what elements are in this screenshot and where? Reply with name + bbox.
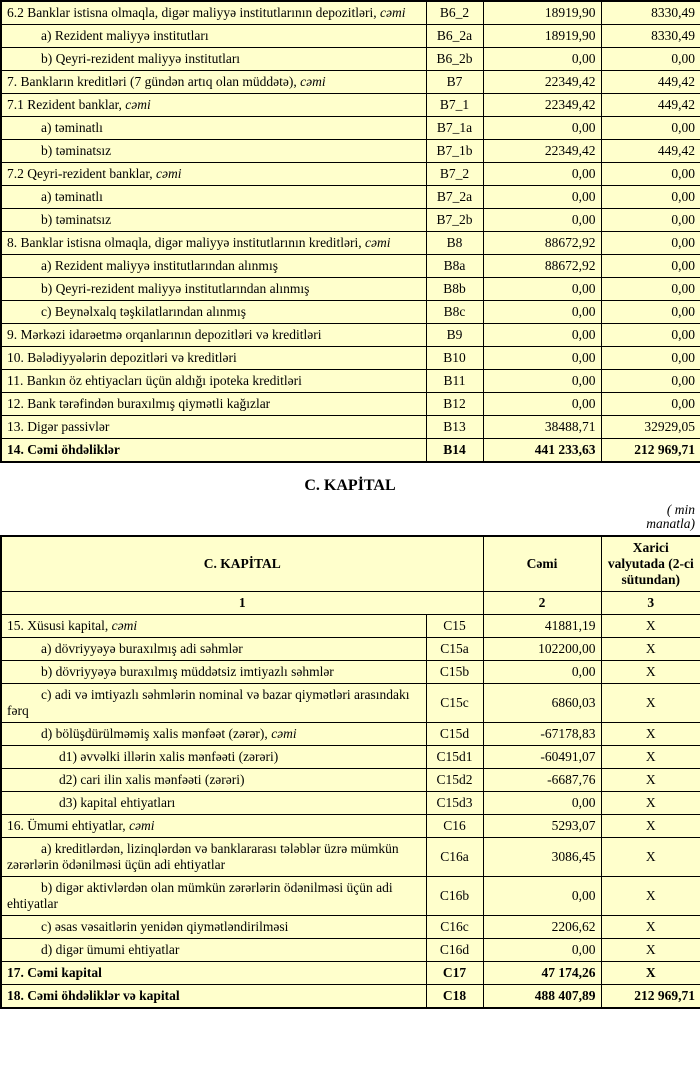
capital-foreign-C16: X <box>601 815 700 838</box>
liabilities-total-B11: 0,00 <box>483 370 601 393</box>
liabilities-table <box>0 0 700 463</box>
liabilities-foreign-B7_1a: 0,00 <box>601 117 700 140</box>
capital-code-C15d: C15d <box>426 723 483 746</box>
liabilities-label-B14: 14. Cəmi öhdəliklər <box>1 439 426 463</box>
capital-code-C18: C18 <box>426 985 483 1009</box>
liabilities-label-B7_1b: b) təminatsız <box>1 140 426 163</box>
capital-row-C15c <box>1 684 700 723</box>
liabilities-foreign-B8c: 0,00 <box>601 301 700 324</box>
capital-code-C15d1: C15d1 <box>426 746 483 769</box>
liabilities-foreign-B7_2b: 0,00 <box>601 209 700 232</box>
liabilities-label-italic-B6_2: cəmi <box>380 5 406 20</box>
liabilities-row-B12 <box>1 393 700 416</box>
liabilities-row-B9 <box>1 324 700 347</box>
liabilities-foreign-B9: 0,00 <box>601 324 700 347</box>
capital-label-C15d1: d1) əvvəlki illərin xalis mənfəəti (zərəri) <box>1 746 426 769</box>
capital-foreign-C16b: X <box>601 877 700 916</box>
capital-total-C15: 41881,19 <box>483 615 601 638</box>
liabilities-row-B7_1 <box>1 94 700 117</box>
liabilities-code-B9: B9 <box>426 324 483 347</box>
capital-table-colnum-row <box>1 592 700 615</box>
liabilities-label-B12: 12. Bank tərəfindən buraxılmış qiymətli kağızlar <box>1 393 426 416</box>
capital-total-C17: 47 174,26 <box>483 962 601 985</box>
liabilities-label-B10: 10. Bələdiyyələrin depozitləri və kreditləri <box>1 347 426 370</box>
capital-row-C17 <box>1 962 700 985</box>
liabilities-foreign-B7: 449,42 <box>601 71 700 94</box>
capital-label-C15: 15. Xüsusi kapital, cəmi <box>1 615 426 638</box>
liabilities-row-B13 <box>1 416 700 439</box>
liabilities-row-B7 <box>1 71 700 94</box>
liabilities-label-B7_2: 7.2 Qeyri-rezident banklar, cəmi <box>1 163 426 186</box>
liabilities-foreign-B12: 0,00 <box>601 393 700 416</box>
liabilities-label-B8: 8. Banklar istisna olmaqla, digər maliyyə institutlarının kreditləri, cəmi <box>1 232 426 255</box>
liabilities-label-B7_2b: b) təminatsız <box>1 209 426 232</box>
capital-foreign-C15d3: X <box>601 792 700 815</box>
capital-label-italic-C16: cəmi <box>129 818 155 833</box>
colnum-2: 2 <box>483 592 601 615</box>
liabilities-label-italic-B8: cəmi <box>365 235 391 250</box>
capital-code-C15d3: C15d3 <box>426 792 483 815</box>
liabilities-row-B7_2a <box>1 186 700 209</box>
liabilities-label-B13: 13. Digər passivlər <box>1 416 426 439</box>
liabilities-row-B7_2b <box>1 209 700 232</box>
capital-row-C15b <box>1 661 700 684</box>
liabilities-code-B10: B10 <box>426 347 483 370</box>
liabilities-foreign-B7_2: 0,00 <box>601 163 700 186</box>
capital-code-C16d: C16d <box>426 939 483 962</box>
capital-total-C16d: 0,00 <box>483 939 601 962</box>
capital-code-C15c: C15c <box>426 684 483 723</box>
liabilities-row-B6_2a <box>1 25 700 48</box>
capital-label-C15c: c) adi və imtiyazlı səhmlərin nominal və bazar qiymətləri arasındakı fərq <box>1 684 426 723</box>
liabilities-code-B13: B13 <box>426 416 483 439</box>
liabilities-total-B8a: 88672,92 <box>483 255 601 278</box>
capital-label-C15d: d) bölüşdürülməmiş xalis mənfəət (zərər), cəmi <box>1 723 426 746</box>
capital-label-C16a: a) kreditlərdən, lizinqlərdən və banklararası tələblər üzrə mümkün zərərlərin ödənilməsi üçün adi ehtiyatlar <box>1 838 426 877</box>
liabilities-foreign-B14: 212 969,71 <box>601 439 700 463</box>
liabilities-row-B8 <box>1 232 700 255</box>
capital-foreign-C16c: X <box>601 916 700 939</box>
capital-foreign-C16a: X <box>601 838 700 877</box>
liabilities-foreign-B7_2a: 0,00 <box>601 186 700 209</box>
liabilities-label-italic-B7: cəmi <box>300 74 326 89</box>
capital-header-foreign: Xarici valyutada (2-ci sütundan) <box>601 536 700 592</box>
liabilities-total-B8b: 0,00 <box>483 278 601 301</box>
liabilities-label-B6_2a: a) Rezident maliyyə institutları <box>1 25 426 48</box>
liabilities-label-B8b: b) Qeyri-rezident maliyyə institutlarından alınmış <box>1 278 426 301</box>
liabilities-total-B7_1a: 0,00 <box>483 117 601 140</box>
liabilities-code-B6_2: B6_2 <box>426 1 483 25</box>
capital-row-C18 <box>1 985 700 1009</box>
liabilities-total-B6_2b: 0,00 <box>483 48 601 71</box>
capital-label-C15d3: d3) kapital ehtiyatları <box>1 792 426 815</box>
colnum-3: 3 <box>601 592 700 615</box>
liabilities-total-B8c: 0,00 <box>483 301 601 324</box>
liabilities-code-B7_2: B7_2 <box>426 163 483 186</box>
liabilities-row-B8b <box>1 278 700 301</box>
capital-code-C16a: C16a <box>426 838 483 877</box>
capital-label-C15b: b) dövriyyəyə buraxılmış müddətsiz imtiyazlı səhmlər <box>1 661 426 684</box>
liabilities-label-italic-B7_2: cəmi <box>156 166 182 181</box>
capital-code-C15b: C15b <box>426 661 483 684</box>
liabilities-total-B8: 88672,92 <box>483 232 601 255</box>
capital-total-C15d: -67178,83 <box>483 723 601 746</box>
liabilities-foreign-B8a: 0,00 <box>601 255 700 278</box>
liabilities-foreign-B7_1b: 449,42 <box>601 140 700 163</box>
capital-total-C15d1: -60491,07 <box>483 746 601 769</box>
liabilities-foreign-B7_1: 449,42 <box>601 94 700 117</box>
liabilities-total-B13: 38488,71 <box>483 416 601 439</box>
capital-row-C15d1 <box>1 746 700 769</box>
liabilities-label-B6_2: 6.2 Banklar istisna olmaqla, digər maliyyə institutlarının depozitləri, cəmi <box>1 1 426 25</box>
capital-row-C15d2 <box>1 769 700 792</box>
liabilities-code-B8: B8 <box>426 232 483 255</box>
liabilities-code-B8c: B8c <box>426 301 483 324</box>
liabilities-total-B10: 0,00 <box>483 347 601 370</box>
liabilities-code-B8a: B8a <box>426 255 483 278</box>
capital-label-C15d2: d2) cari ilin xalis mənfəəti (zərəri) <box>1 769 426 792</box>
capital-total-C16b: 0,00 <box>483 877 601 916</box>
capital-header-total: Cəmi <box>483 536 601 592</box>
capital-label-C16d: d) digər ümumi ehtiyatlar <box>1 939 426 962</box>
liabilities-foreign-B8: 0,00 <box>601 232 700 255</box>
liabilities-row-B11 <box>1 370 700 393</box>
liabilities-label-B7_2a: a) təminatlı <box>1 186 426 209</box>
liabilities-foreign-B8b: 0,00 <box>601 278 700 301</box>
liabilities-label-B6_2b: b) Qeyri-rezident maliyyə institutları <box>1 48 426 71</box>
liabilities-code-B7_1b: B7_1b <box>426 140 483 163</box>
liabilities-total-B7_2b: 0,00 <box>483 209 601 232</box>
capital-row-C15a <box>1 638 700 661</box>
capital-foreign-C15d2: X <box>601 769 700 792</box>
capital-total-C15d3: 0,00 <box>483 792 601 815</box>
capital-code-C15: C15 <box>426 615 483 638</box>
capital-foreign-C15a: X <box>601 638 700 661</box>
liabilities-total-B7_1b: 22349,42 <box>483 140 601 163</box>
liabilities-row-B7_1b <box>1 140 700 163</box>
liabilities-total-B6_2: 18919,90 <box>483 1 601 25</box>
liabilities-total-B12: 0,00 <box>483 393 601 416</box>
liabilities-row-B14 <box>1 439 700 463</box>
capital-code-C16b: C16b <box>426 877 483 916</box>
liabilities-code-B6_2a: B6_2a <box>426 25 483 48</box>
liabilities-code-B7: B7 <box>426 71 483 94</box>
liabilities-label-B7: 7. Bankların kreditləri (7 gündən artıq olan müddətə), cəmi <box>1 71 426 94</box>
liabilities-code-B14: B14 <box>426 439 483 463</box>
capital-label-C15a: a) dövriyyəyə buraxılmış adi səhmlər <box>1 638 426 661</box>
liabilities-label-B7_1a: a) təminatlı <box>1 117 426 140</box>
capital-foreign-C15b: X <box>601 661 700 684</box>
liabilities-total-B6_2a: 18919,90 <box>483 25 601 48</box>
liabilities-total-B7_2a: 0,00 <box>483 186 601 209</box>
liabilities-foreign-B13: 32929,05 <box>601 416 700 439</box>
liabilities-foreign-B6_2b: 0,00 <box>601 48 700 71</box>
capital-row-C16 <box>1 815 700 838</box>
liabilities-total-B7_2: 0,00 <box>483 163 601 186</box>
capital-row-C15d <box>1 723 700 746</box>
capital-foreign-C15: X <box>601 615 700 638</box>
capital-row-C16c <box>1 916 700 939</box>
liabilities-code-B7_1a: B7_1a <box>426 117 483 140</box>
unit-note: ( min manatla) <box>646 502 695 531</box>
liabilities-code-B11: B11 <box>426 370 483 393</box>
capital-foreign-C15d1: X <box>601 746 700 769</box>
capital-total-C15a: 102200,00 <box>483 638 601 661</box>
liabilities-row-B7_1a <box>1 117 700 140</box>
capital-total-C16a: 3086,45 <box>483 838 601 877</box>
liabilities-total-B14: 441 233,63 <box>483 439 601 463</box>
liabilities-code-B7_1: B7_1 <box>426 94 483 117</box>
capital-table <box>0 535 700 1009</box>
capital-row-C15d3 <box>1 792 700 815</box>
capital-total-C15c: 6860,03 <box>483 684 601 723</box>
liabilities-row-B7_2 <box>1 163 700 186</box>
liabilities-row-B6_2b <box>1 48 700 71</box>
colnum-1: 1 <box>1 592 483 615</box>
capital-foreign-C15c: X <box>601 684 700 723</box>
liabilities-row-B8c <box>1 301 700 324</box>
capital-total-C16c: 2206,62 <box>483 916 601 939</box>
capital-table-header-row <box>1 536 700 592</box>
capital-label-C16: 16. Ümumi ehtiyatlar, cəmi <box>1 815 426 838</box>
capital-header-name: C. KAPİTAL <box>1 536 483 592</box>
capital-label-italic-C15d: cəmi <box>271 726 297 741</box>
capital-row-C16b <box>1 877 700 916</box>
liabilities-code-B8b: B8b <box>426 278 483 301</box>
capital-foreign-C17: X <box>601 962 700 985</box>
capital-total-C15b: 0,00 <box>483 661 601 684</box>
capital-label-C17: 17. Cəmi kapital <box>1 962 426 985</box>
liabilities-label-B11: 11. Bankın öz ehtiyacları üçün aldığı ipoteka kreditləri <box>1 370 426 393</box>
capital-foreign-C18: 212 969,71 <box>601 985 700 1009</box>
capital-code-C15d2: C15d2 <box>426 769 483 792</box>
liabilities-total-B7: 22349,42 <box>483 71 601 94</box>
capital-row-C16a <box>1 838 700 877</box>
liabilities-label-B9: 9. Mərkəzi idarəetmə orqanlarının depozitləri və kreditləri <box>1 324 426 347</box>
capital-label-C16c: c) əsas vəsaitlərin yenidən qiymətləndirilməsi <box>1 916 426 939</box>
liabilities-row-B8a <box>1 255 700 278</box>
liabilities-foreign-B6_2a: 8330,49 <box>601 25 700 48</box>
capital-label-C16b: b) digər aktivlərdən olan mümkün zərərlərin ödənilməsi üçün adi ehtiyatlar <box>1 877 426 916</box>
liabilities-label-italic-B7_1: cəmi <box>125 97 151 112</box>
capital-row-C15 <box>1 615 700 638</box>
capital-total-C16: 5293,07 <box>483 815 601 838</box>
liabilities-label-B8c: c) Beynəlxalq təşkilatlarından alınmış <box>1 301 426 324</box>
capital-code-C16: C16 <box>426 815 483 838</box>
capital-label-italic-C15: cəmi <box>111 618 138 633</box>
capital-foreign-C15d: X <box>601 723 700 746</box>
liabilities-code-B7_2b: B7_2b <box>426 209 483 232</box>
liabilities-code-B6_2b: B6_2b <box>426 48 483 71</box>
capital-code-C17: C17 <box>426 962 483 985</box>
capital-foreign-C16d: X <box>601 939 700 962</box>
liabilities-foreign-B6_2: 8330,49 <box>601 1 700 25</box>
capital-code-C16c: C16c <box>426 916 483 939</box>
capital-section-title: C. KAPİTAL <box>304 477 396 494</box>
capital-total-C18: 488 407,89 <box>483 985 601 1009</box>
capital-total-C15d2: -6687,76 <box>483 769 601 792</box>
liabilities-label-B7_1: 7.1 Rezident banklar, cəmi <box>1 94 426 117</box>
liabilities-code-B12: B12 <box>426 393 483 416</box>
liabilities-total-B7_1: 22349,42 <box>483 94 601 117</box>
capital-code-C15a: C15a <box>426 638 483 661</box>
liabilities-foreign-B11: 0,00 <box>601 370 700 393</box>
capital-label-C18: 18. Cəmi öhdəliklər və kapital <box>1 985 426 1009</box>
liabilities-total-B9: 0,00 <box>483 324 601 347</box>
liabilities-row-B10 <box>1 347 700 370</box>
liabilities-label-B8a: a) Rezident maliyyə institutlarından alınmış <box>1 255 426 278</box>
liabilities-foreign-B10: 0,00 <box>601 347 700 370</box>
capital-row-C16d <box>1 939 700 962</box>
liabilities-code-B7_2a: B7_2a <box>426 186 483 209</box>
liabilities-row-B6_2 <box>1 1 700 25</box>
